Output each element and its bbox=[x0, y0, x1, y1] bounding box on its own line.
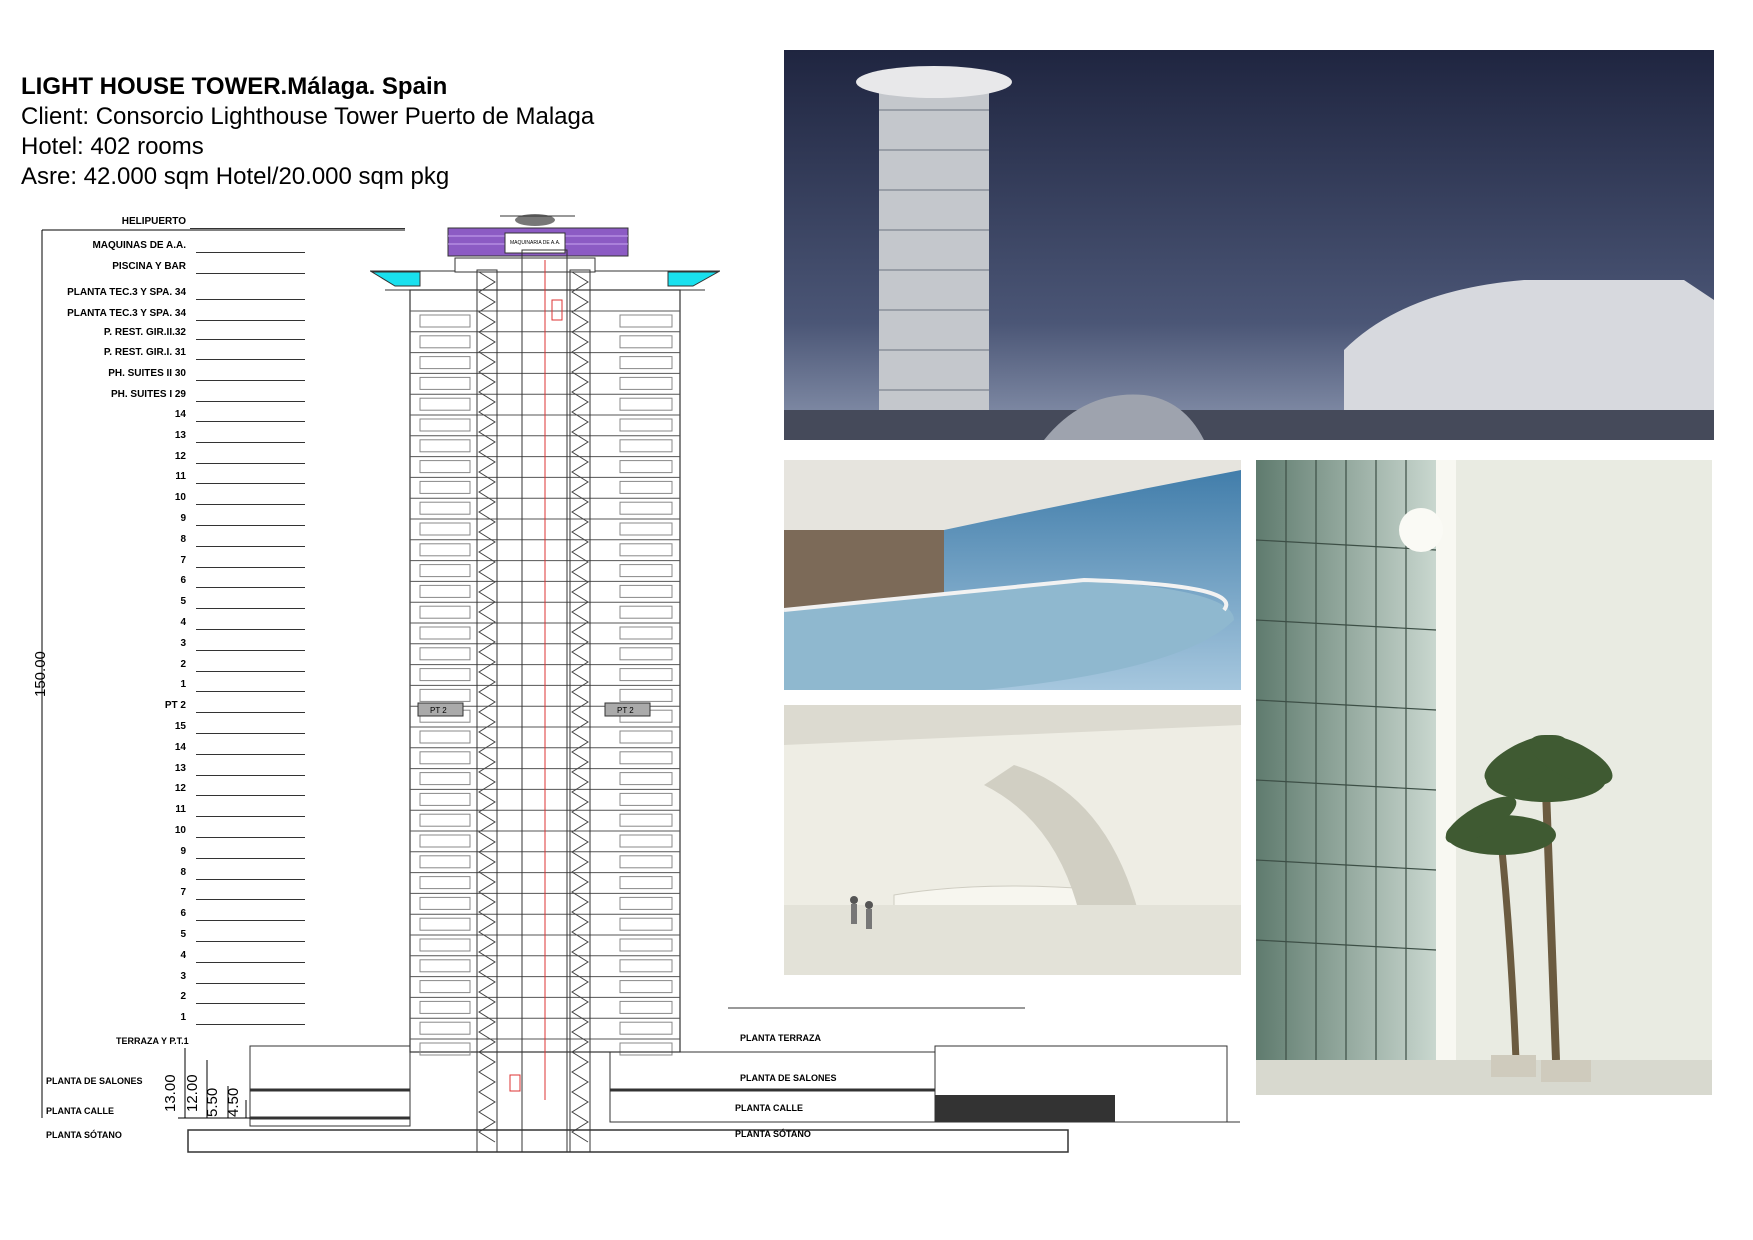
floor-number: 5 bbox=[180, 596, 186, 608]
level-leader-line bbox=[196, 775, 305, 776]
window bbox=[620, 689, 672, 701]
floor-number: 9 bbox=[180, 513, 186, 524]
level-leader-line bbox=[196, 567, 305, 568]
window bbox=[620, 419, 672, 431]
floor-number: 1 bbox=[180, 679, 186, 691]
level-leader-line bbox=[190, 228, 405, 229]
level-leader-line bbox=[196, 252, 305, 253]
level-leader-line bbox=[196, 816, 305, 817]
window bbox=[420, 377, 470, 389]
level-label: PLANTA TEC.3 Y SPA. 34 bbox=[67, 287, 186, 298]
floor-number: 10 bbox=[174, 492, 186, 504]
floor-number: 14 bbox=[174, 409, 186, 420]
level-leader-line bbox=[196, 650, 305, 651]
floor-number: 15 bbox=[174, 721, 186, 732]
floor-number: 12 bbox=[174, 783, 186, 795]
floor-number: 11 bbox=[175, 804, 186, 816]
window bbox=[420, 752, 470, 764]
window bbox=[620, 793, 672, 805]
window bbox=[420, 689, 470, 701]
project-title: LIGHT HOUSE TOWER.Málaga. Spain bbox=[21, 73, 448, 100]
window bbox=[620, 897, 672, 909]
level-label: HELIPUERTO bbox=[121, 216, 186, 227]
window bbox=[420, 731, 470, 743]
window bbox=[620, 544, 672, 556]
rooftop-pool-render bbox=[784, 460, 1241, 690]
window bbox=[420, 939, 470, 951]
base-level-right: PLANTA CALLE bbox=[735, 1103, 803, 1113]
floor-number: 2 bbox=[180, 658, 186, 670]
client-line: Client: Consorcio Lighthouse Tower Puerto de Malaga bbox=[21, 103, 595, 130]
window bbox=[620, 752, 672, 764]
floor-number: 14 bbox=[174, 741, 186, 753]
floor-number: 7 bbox=[180, 554, 186, 566]
pt2-level: PT 2 bbox=[164, 700, 186, 712]
base-level-left: PLANTA CALLE bbox=[46, 1106, 114, 1116]
level-label: PH. SUITES I 29 bbox=[110, 389, 186, 400]
window bbox=[620, 1022, 672, 1034]
level-leader-line bbox=[196, 1003, 305, 1004]
window bbox=[620, 481, 672, 493]
level-leader-line bbox=[196, 421, 305, 422]
window bbox=[620, 731, 672, 743]
floor-number: 12 bbox=[174, 450, 186, 462]
window bbox=[620, 565, 672, 577]
level-leader-line bbox=[196, 442, 305, 443]
level-leader-line bbox=[196, 920, 305, 921]
level-leader-line bbox=[196, 837, 305, 838]
dim-13: 13.00 bbox=[162, 1074, 179, 1112]
rooftop-pool bbox=[372, 272, 420, 286]
floor-number: 8 bbox=[180, 533, 186, 545]
floor-number: 4 bbox=[180, 617, 186, 628]
window bbox=[620, 773, 672, 785]
window bbox=[420, 793, 470, 805]
window bbox=[420, 1001, 470, 1013]
dim-150: 150.00 bbox=[32, 651, 49, 697]
lobby-reception-render bbox=[784, 705, 1241, 975]
window bbox=[620, 960, 672, 972]
window bbox=[420, 315, 470, 327]
window bbox=[420, 877, 470, 889]
floor-number: 10 bbox=[174, 825, 186, 836]
window bbox=[620, 648, 672, 660]
level-leader-line bbox=[196, 546, 305, 547]
window bbox=[420, 606, 470, 618]
window bbox=[620, 315, 672, 327]
floor-number: 1 bbox=[180, 1012, 186, 1024]
svg-text:MAQUINARIA DE A.A.: MAQUINARIA DE A.A. bbox=[510, 240, 561, 246]
window bbox=[420, 981, 470, 993]
base-level-left: TERRAZA Y P.T.1 bbox=[116, 1036, 189, 1046]
level-leader-line bbox=[196, 339, 305, 340]
window bbox=[420, 648, 470, 660]
level-leader-line bbox=[196, 712, 305, 713]
window bbox=[620, 981, 672, 993]
window bbox=[420, 1043, 470, 1055]
level-label: MAQUINAS DE A.A. bbox=[92, 240, 186, 251]
window bbox=[620, 669, 672, 681]
window bbox=[620, 918, 672, 930]
exterior-night-render bbox=[784, 50, 1714, 440]
level-leader-line bbox=[196, 879, 305, 880]
floor-number: 2 bbox=[180, 991, 186, 1003]
hotel-line: Hotel: 402 rooms bbox=[21, 133, 204, 160]
dim-5-50: 5.50 bbox=[204, 1087, 221, 1117]
window bbox=[420, 669, 470, 681]
window bbox=[420, 357, 470, 369]
level-leader-line bbox=[196, 463, 305, 464]
window bbox=[620, 606, 672, 618]
floor-number: 6 bbox=[180, 908, 186, 920]
base-level-left: PLANTA DE SALONES bbox=[46, 1076, 143, 1086]
window bbox=[420, 398, 470, 410]
floor-number: 3 bbox=[180, 637, 186, 649]
level-label: PLANTA TEC.3 Y SPA. 34 bbox=[67, 308, 186, 319]
window bbox=[420, 856, 470, 868]
window bbox=[420, 440, 470, 452]
base-level-left: PLANTA SÓTANO bbox=[46, 1130, 122, 1140]
level-leader-line bbox=[196, 608, 305, 609]
window bbox=[620, 440, 672, 452]
level-leader-line bbox=[196, 795, 305, 796]
window bbox=[620, 523, 672, 535]
window bbox=[420, 773, 470, 785]
level-leader-line bbox=[196, 983, 305, 984]
window bbox=[420, 585, 470, 597]
window bbox=[420, 565, 470, 577]
window bbox=[620, 856, 672, 868]
stair-flight bbox=[479, 272, 495, 1142]
level-label: P. REST. GIR.I. 31 bbox=[103, 347, 186, 358]
level-leader-line bbox=[196, 359, 305, 360]
window bbox=[420, 419, 470, 431]
window bbox=[620, 585, 672, 597]
level-leader-line bbox=[196, 1024, 305, 1025]
window bbox=[420, 461, 470, 473]
window bbox=[620, 835, 672, 847]
floor-number: 13 bbox=[174, 762, 186, 774]
window bbox=[620, 1001, 672, 1013]
window bbox=[420, 523, 470, 535]
floor-number: 7 bbox=[180, 887, 186, 899]
level-leader-line bbox=[196, 691, 305, 692]
window bbox=[420, 960, 470, 972]
level-label: PISCINA Y BAR bbox=[112, 261, 186, 272]
window bbox=[420, 336, 470, 348]
pt2-tag-right: PT 2 bbox=[617, 706, 634, 715]
floor-number: 3 bbox=[180, 970, 186, 982]
window bbox=[420, 481, 470, 493]
floor-number: 8 bbox=[180, 866, 186, 878]
window bbox=[620, 502, 672, 514]
podium-dark-block bbox=[935, 1095, 1115, 1122]
base-level-right: PLANTA SÓTANO bbox=[735, 1129, 811, 1139]
window bbox=[620, 377, 672, 389]
podium-left bbox=[250, 1046, 410, 1126]
level-leader-line bbox=[196, 380, 305, 381]
base-level-right: PLANTA DE SALONES bbox=[740, 1073, 837, 1083]
level-leader-line bbox=[196, 483, 305, 484]
window bbox=[620, 357, 672, 369]
level-label: P. REST. GIR.II.32 bbox=[103, 327, 186, 338]
window bbox=[420, 897, 470, 909]
window bbox=[420, 1022, 470, 1034]
floor-number: 6 bbox=[180, 575, 186, 587]
level-leader-line bbox=[196, 962, 305, 963]
window bbox=[420, 544, 470, 556]
level-leader-line bbox=[196, 299, 305, 300]
floor-number: 4 bbox=[180, 949, 186, 961]
atrium-palm-render bbox=[1256, 460, 1712, 1095]
level-label: PH. SUITES II 30 bbox=[108, 368, 186, 379]
level-leader-line bbox=[196, 754, 305, 755]
level-leader-line bbox=[196, 858, 305, 859]
window bbox=[420, 502, 470, 514]
floor-number: 5 bbox=[180, 929, 186, 940]
level-leader-line bbox=[196, 671, 305, 672]
level-leader-line bbox=[196, 941, 305, 942]
window bbox=[620, 877, 672, 889]
basement bbox=[188, 1130, 1068, 1152]
level-leader-line bbox=[196, 320, 305, 321]
window bbox=[620, 336, 672, 348]
stair-flight bbox=[572, 272, 588, 1142]
window bbox=[420, 918, 470, 930]
area-line: Asre: 42.000 sqm Hotel/20.000 sqm pkg bbox=[21, 163, 450, 190]
floor-number: 13 bbox=[174, 429, 186, 441]
level-leader-line bbox=[196, 525, 305, 526]
pt2-tag-left: PT 2 bbox=[430, 706, 447, 715]
level-leader-line bbox=[196, 899, 305, 900]
dim-12: 12.00 bbox=[184, 1074, 201, 1112]
window bbox=[620, 461, 672, 473]
window bbox=[620, 398, 672, 410]
level-leader-line bbox=[196, 733, 305, 734]
window bbox=[620, 814, 672, 826]
stair-zigzag bbox=[479, 272, 588, 1142]
window bbox=[620, 1043, 672, 1055]
level-leader-line bbox=[196, 587, 305, 588]
level-leader-line bbox=[196, 504, 305, 505]
window bbox=[620, 939, 672, 951]
level-leader-line bbox=[196, 273, 305, 274]
floor-number: 9 bbox=[180, 845, 186, 857]
dim-4-50: 4.50 bbox=[225, 1087, 242, 1117]
level-leader-line bbox=[196, 401, 305, 402]
window bbox=[420, 814, 470, 826]
level-leader-line bbox=[196, 629, 305, 630]
base-level-right: PLANTA TERRAZA bbox=[740, 1033, 821, 1043]
window bbox=[420, 835, 470, 847]
window bbox=[420, 627, 470, 639]
floor-number: 11 bbox=[175, 471, 186, 483]
window bbox=[620, 627, 672, 639]
